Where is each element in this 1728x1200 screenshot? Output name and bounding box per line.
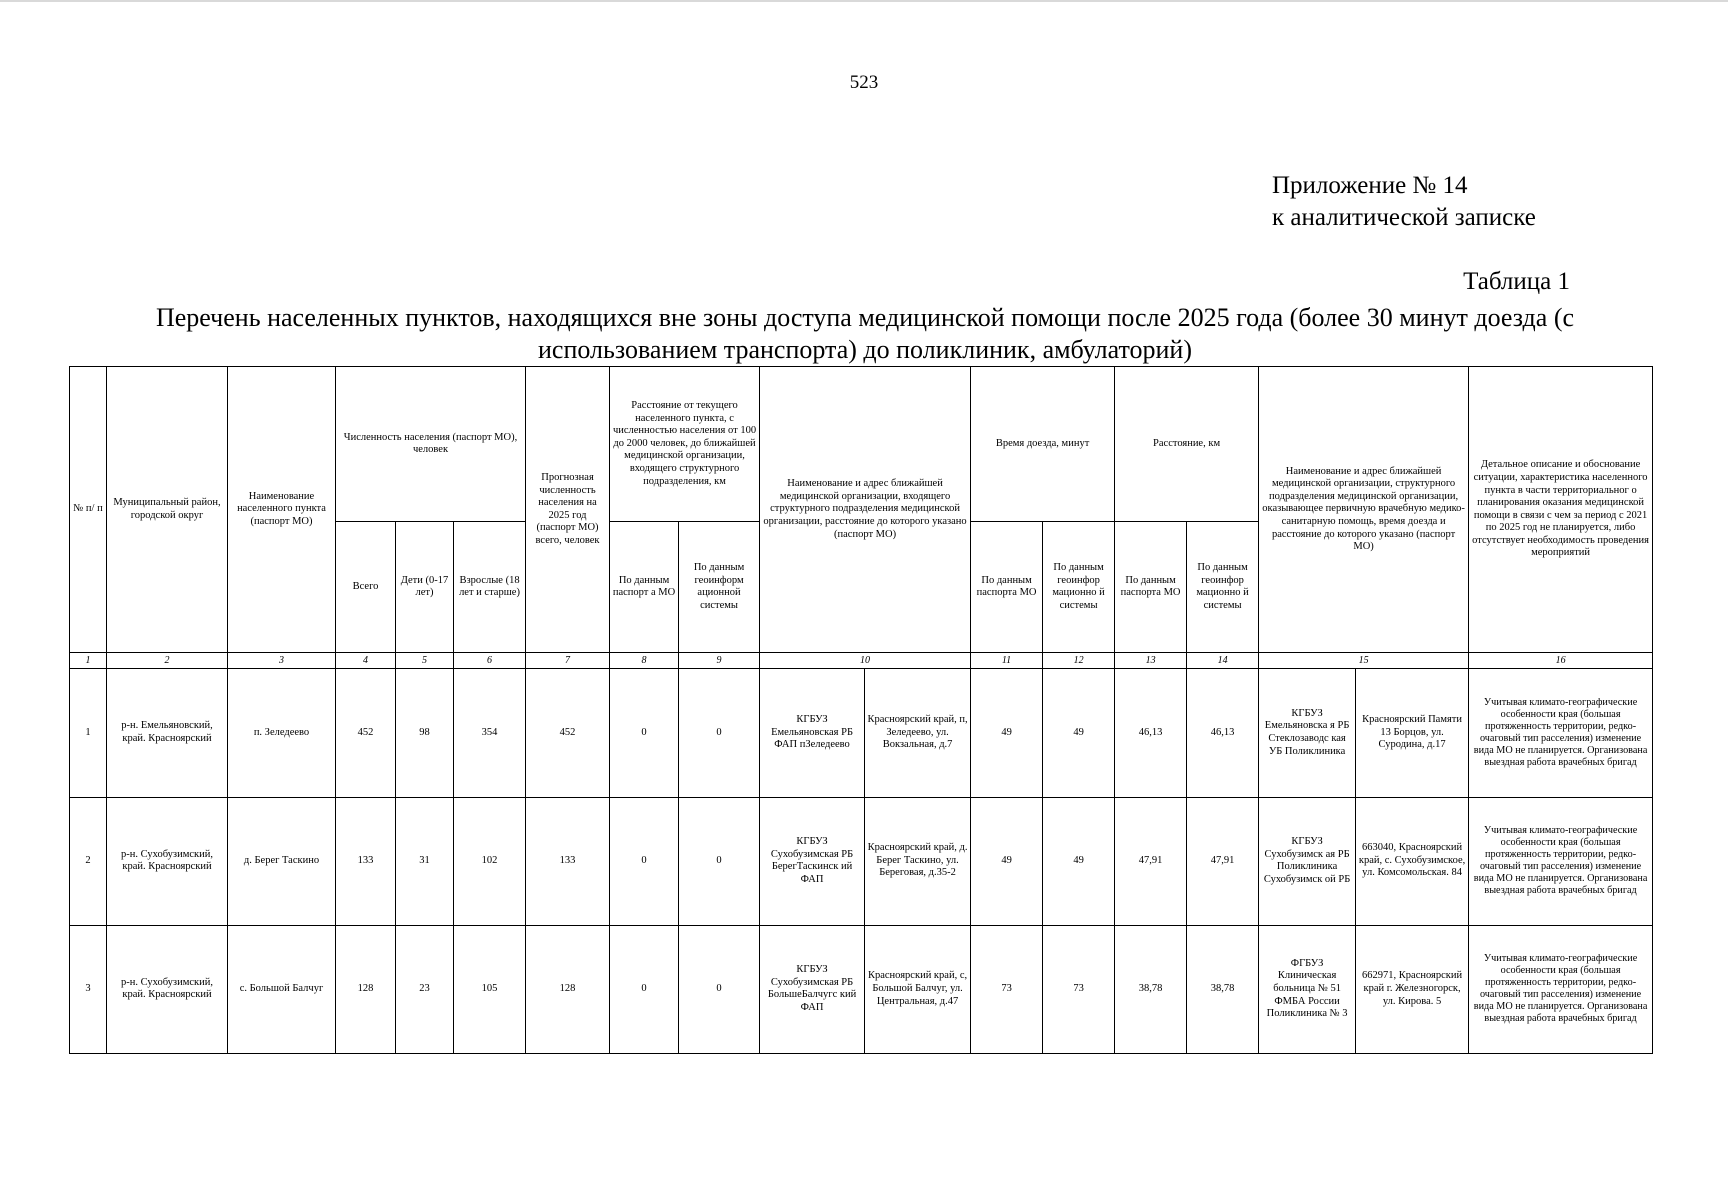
header-settlement: Наименование населенного пункта (паспорт МО) [228,367,336,653]
table-row [70,669,1653,797]
header-km-passport: По данным паспорта МО [1115,522,1187,653]
header-row-1 [70,367,1653,522]
settlements-table [69,366,1653,1054]
table-label: Таблица 1 [1463,268,1570,295]
cell-primary-name: ФГБУЗ Клиническая больница № 51 ФМБА России Поликлиника № 3 [1259,925,1356,1053]
header-district: Муниципальный район, городской округ [107,367,228,653]
column-number: 11 [971,653,1043,669]
header-travel-time: Время доезда, минут [971,367,1115,522]
cell-primary-address: 663040, Красноярский край, с. Сухобузимское, ул. Комсомольская. 84 [1356,797,1469,925]
cell-district: р-н. Сухобузимский, край. Красноярский [107,797,228,925]
cell-adults: 105 [454,925,526,1053]
cell-org-address: Красноярский край, с, Большой Балчуг, ул. Центральная, д.47 [865,925,971,1053]
cell-num: 2 [70,797,107,925]
cell-adults: 102 [454,797,526,925]
column-number: 6 [454,653,526,669]
cell-children: 23 [396,925,454,1053]
cell-time-passport: 49 [971,669,1043,797]
column-number: 10 [760,653,971,669]
appendix-heading [1272,170,1536,234]
header-population: Численность населения (паспорт МО), человек [336,367,526,522]
header-distance-group: Расстояние от текущего населенного пункта, с численностью населения от 100 до 2000 человек, до ближайшей медицинской организации, входящего структурного подразделения, км [610,367,760,522]
cell-time-geo: 73 [1043,925,1115,1053]
cell-time-passport: 73 [971,925,1043,1053]
column-number: 8 [610,653,679,669]
column-number: 13 [1115,653,1187,669]
cell-total: 452 [336,669,396,797]
cell-time-geo: 49 [1043,797,1115,925]
cell-org-name: КГБУЗ Сухобузимская РБ БерегТаскинск ий ФАП [760,797,865,925]
column-number: 15 [1259,653,1469,669]
cell-km-geo: 46,13 [1187,669,1259,797]
column-number: 12 [1043,653,1115,669]
header-km-geo: По данным геоинфор мационно й системы [1187,522,1259,653]
cell-dist-geo: 0 [679,669,760,797]
cell-primary-name: КГБУЗ Емельяновска я РБ Стеклозаводс кая УБ Поликлиника [1259,669,1356,797]
column-number: 2 [107,653,228,669]
cell-km-passport: 46,13 [1115,669,1187,797]
header-dist-geo: По данным геоинформ ационной системы [679,522,760,653]
cell-org-name: КГБУЗ Сухобузимская РБ БольшеБалчугс кий ФАП [760,925,865,1053]
cell-settlement: с. Большой Балчуг [228,925,336,1053]
cell-dist-geo: 0 [679,797,760,925]
cell-dist-geo: 0 [679,925,760,1053]
cell-forecast: 452 [526,669,610,797]
header-primary-org: Наименование и адрес ближайшей медицинской организации, структурного подразделения медицинской организации, оказывающее первичную врачебную медико-санитарную помощь, время доезда и расстояние до которого указано (паспорт МО) [1259,367,1469,653]
header-num: № п/ п [70,367,107,653]
column-number: 9 [679,653,760,669]
column-number: 1 [70,653,107,669]
column-number: 4 [336,653,396,669]
column-number: 3 [228,653,336,669]
header-children: Дети (0-17 лет) [396,522,454,653]
table-row [70,797,1653,925]
cell-total: 133 [336,797,396,925]
column-number-row [70,653,1653,669]
cell-forecast: 133 [526,797,610,925]
cell-district: р-н. Сухобузимский, край. Красноярский [107,925,228,1053]
scan-edge [0,0,1728,2]
cell-km-geo: 47,91 [1187,797,1259,925]
header-adults: Взрослые (18 лет и старше) [454,522,526,653]
cell-km-geo: 38,78 [1187,925,1259,1053]
cell-settlement: п. Зеледеево [228,669,336,797]
column-number: 5 [396,653,454,669]
header-nearest-org: Наименование и адрес ближайшей медицинской организации, входящего структурного подразделения медицинской организации, расстояние до которого указано (паспорт МО) [760,367,971,653]
cell-dist-passport: 0 [610,797,679,925]
cell-km-passport: 47,91 [1115,797,1187,925]
cell-org-name: КГБУЗ Емельяновская РБ ФАП пЗеледеево [760,669,865,797]
cell-org-address: Красноярский край, д. Берег Таскино, ул. Береговая, д.35-2 [865,797,971,925]
header-distance-km: Расстояние, км [1115,367,1259,522]
cell-time-passport: 49 [971,797,1043,925]
header-time-geo: По данным геоинфор мационно й системы [1043,522,1115,653]
cell-num: 1 [70,669,107,797]
cell-num: 3 [70,925,107,1053]
cell-org-address: Красноярский край, п, Зеледеево, ул. Вокзальная, д.7 [865,669,971,797]
cell-description: Учитывая климато-географические особенности края (большая протяженность территории, редко-очаговый тип расселения) изменение вида МО не планируется. Организована выездная работа врачебных бригад [1469,669,1653,797]
header-forecast: Прогнозная численность населения на 2025 год (паспорт МО) всего, человек [526,367,610,653]
cell-time-geo: 49 [1043,669,1115,797]
cell-primary-address: 662971, Красноярский край г. Железногорск, ул. Кирова. 5 [1356,925,1469,1053]
column-number: 7 [526,653,610,669]
header-time-passport: По данным паспорта МО [971,522,1043,653]
cell-total: 128 [336,925,396,1053]
header-total: Всего [336,522,396,653]
cell-children: 31 [396,797,454,925]
cell-children: 98 [396,669,454,797]
cell-km-passport: 38,78 [1115,925,1187,1053]
header-dist-passport: По данным паспорт а МО [610,522,679,653]
cell-primary-name: КГБУЗ Сухобузимск ая РБ Поликлиника Сухобузимск ой РБ [1259,797,1356,925]
cell-forecast: 128 [526,925,610,1053]
cell-dist-passport: 0 [610,925,679,1053]
cell-adults: 354 [454,669,526,797]
appendix-line-2: к аналитической записке [1272,204,1536,231]
cell-description: Учитывая климато-географические особенности края (большая протяженность территории, редко-очаговый тип расселения) изменение вида МО не планируется. Организована выездная работа врачебных бригад [1469,925,1653,1053]
header-description: Детальное описание и обоснование ситуации, характеристика населенного пункта в части территориальног о планирования оказания медицинской помощи в связи с чем за период с 2021 по 2025 год не планируется, либо отсутствует необходимость проведения мероприятий [1469,367,1653,653]
document-title: Перечень населенных пунктов, находящихся вне зоны доступа медицинской помощи после 2025 года (более 30 минут доезда (с использованием транспорта) до поликлиник, амбулаторий) [155,303,1575,364]
appendix-line-1: Приложение № 14 [1272,172,1468,199]
table-row [70,925,1653,1053]
column-number: 14 [1187,653,1259,669]
cell-primary-address: Красноярский Памяти 13 Борцов, ул. Суродина, д.17 [1356,669,1469,797]
cell-description: Учитывая климато-географические особенности края (большая протяженность территории, редко-очаговый тип расселения) изменение вида МО не планируется. Организована выездная работа врачебных бригад [1469,797,1653,925]
column-number: 16 [1469,653,1653,669]
page-number: 523 [849,72,879,93]
cell-dist-passport: 0 [610,669,679,797]
cell-settlement: д. Берег Таскино [228,797,336,925]
cell-district: р-н. Емельяновский, край. Красноярский [107,669,228,797]
